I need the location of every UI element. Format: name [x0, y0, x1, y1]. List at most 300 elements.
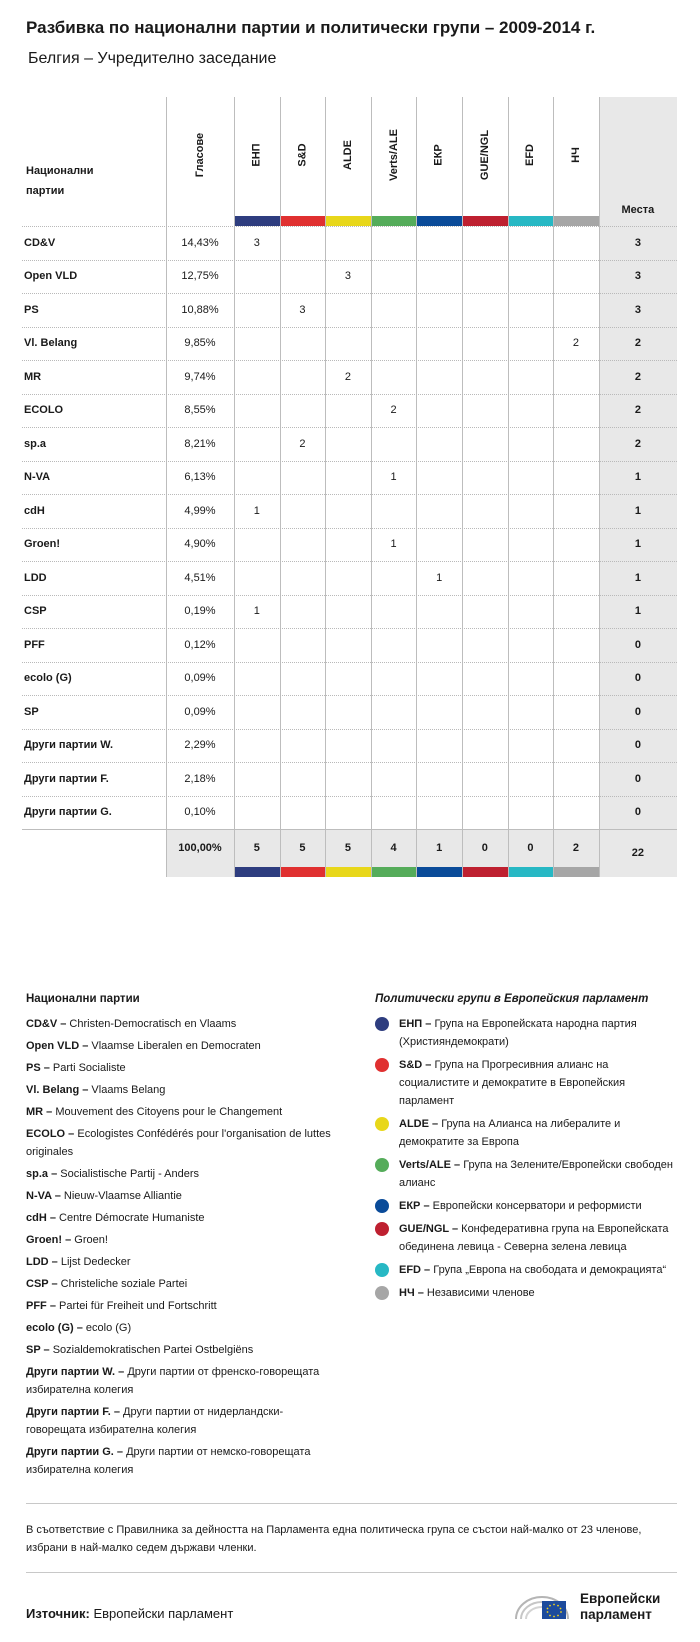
seats-cell: 0 — [634, 638, 641, 651]
group-seat-cell — [416, 528, 462, 562]
group-header-label: Verts/ALE — [387, 129, 400, 181]
party-legend-name: Mouvement des Citoyens pour le Changement — [55, 1106, 283, 1118]
group-seat-cell — [553, 427, 599, 461]
group-legend-item — [375, 1015, 675, 1051]
group-seat-cell — [462, 360, 508, 394]
party-legend-item — [26, 1297, 336, 1315]
group-seat-cell — [553, 528, 599, 562]
total-seats-cell: 22 — [631, 847, 645, 859]
group-seat-cell — [508, 796, 554, 830]
group-seat-cell — [508, 528, 554, 562]
seats-cell: 0 — [634, 772, 641, 785]
group-seat-cell — [325, 796, 371, 830]
group-legend-abbr: НЧ – — [399, 1287, 424, 1299]
party-legend-abbr: SP – — [26, 1344, 50, 1356]
group-legend-name: Европейски консерватори и реформисти — [432, 1200, 642, 1212]
group-seat-cell — [462, 427, 508, 461]
group-legend-text — [399, 1115, 675, 1151]
group-seat-cell: 3 — [253, 236, 260, 249]
group-seat-cell — [371, 327, 417, 361]
party-name-cell: Groen! — [24, 538, 61, 551]
party-legend-name: Други партии от френско-говорещата избирателна колегия — [26, 1366, 320, 1396]
party-legend-name: Socialistische Partij - Anders — [60, 1168, 200, 1180]
political-groups-legend — [375, 993, 675, 1307]
group-seat-cell — [416, 394, 462, 428]
group-header-label: ЕКР — [433, 144, 446, 166]
group-color-dot-icon — [375, 1199, 389, 1213]
party-name-cell: ecolo (G) — [24, 672, 72, 685]
group-seat-cell — [280, 662, 326, 696]
group-color-dot-icon — [375, 1263, 389, 1277]
seats-cell: 3 — [634, 236, 641, 249]
seats-cell: 0 — [634, 705, 641, 718]
party-legend-abbr: Други партии F. – — [26, 1406, 120, 1418]
group-seat-cell — [553, 729, 599, 763]
group-seat-cell — [234, 528, 280, 562]
group-seat-cell — [280, 695, 326, 729]
party-legend-abbr: Други партии W. – — [26, 1366, 125, 1378]
group-legend-text — [399, 1284, 535, 1302]
group-seat-cell — [371, 561, 417, 595]
total-group-cell: 5 — [299, 842, 306, 854]
group-legend-text — [399, 1197, 642, 1215]
party-legend-name: Sozialdemokratischen Partei Ostbelgiëns — [52, 1344, 254, 1356]
party-name-cell: Open VLD — [24, 270, 78, 283]
group-seat-cell: 1 — [390, 538, 397, 551]
group-seat-cell — [462, 528, 508, 562]
group-seat-cell — [508, 226, 554, 260]
group-color-bar — [462, 216, 508, 226]
group-seat-cell: 1 — [253, 504, 260, 517]
group-legend-abbr: Verts/ALE – — [399, 1159, 461, 1171]
group-seat-cell — [280, 595, 326, 629]
votes-header-label: Гласове — [194, 132, 206, 178]
group-header-label: GUE/NGL — [478, 129, 491, 181]
group-legend-item — [375, 1261, 675, 1279]
group-seat-cell — [371, 662, 417, 696]
group-seat-cell — [280, 327, 326, 361]
group-color-dot-icon — [375, 1286, 389, 1300]
group-seat-cell — [280, 796, 326, 830]
seats-cell: 0 — [634, 672, 641, 685]
party-legend-item — [26, 1319, 336, 1337]
group-seat-cell — [234, 360, 280, 394]
seats-header: Места — [621, 204, 655, 216]
party-name-cell: CSP — [24, 605, 47, 618]
party-legend-name: Partei für Freiheit und Fortschritt — [59, 1300, 217, 1312]
party-legend-name: Centre Démocrate Humaniste — [59, 1212, 205, 1224]
party-legend-abbr: Vl. Belang – — [26, 1084, 89, 1096]
party-legend-name: Nieuw-Vlaamse Alliantie — [63, 1190, 182, 1202]
group-color-bar — [462, 867, 508, 877]
group-legend-abbr: ЕНП – — [399, 1018, 432, 1030]
group-seat-cell — [553, 628, 599, 662]
votes-cell: 4,51% — [184, 571, 216, 584]
party-legend-name: Lijst Dedecker — [60, 1256, 131, 1268]
group-seat-cell — [280, 494, 326, 528]
total-group-cell: 0 — [481, 842, 488, 854]
party-name-cell: sp.a — [24, 437, 47, 450]
party-legend-abbr: sp.a – — [26, 1168, 58, 1180]
party-legend-abbr: Groen! – — [26, 1234, 72, 1246]
group-seat-cell — [508, 729, 554, 763]
group-seat-cell: 2 — [572, 337, 580, 350]
party-legend-item — [26, 1081, 336, 1099]
party-legend-abbr: MR – — [26, 1106, 53, 1118]
national-parties-legend — [26, 993, 336, 1483]
political-groups-legend-list — [375, 1015, 675, 1302]
source-line — [26, 1606, 233, 1621]
parliament-hemicycle-icon — [512, 1587, 572, 1627]
group-seat-cell — [462, 226, 508, 260]
group-legend-item — [375, 1284, 675, 1302]
group-seat-cell — [325, 293, 371, 327]
total-group-cell: 1 — [436, 842, 443, 854]
seats-cell: 0 — [634, 739, 641, 752]
votes-cell: 6,13% — [184, 471, 216, 484]
group-legend-text — [399, 1156, 675, 1192]
seats-cell: 2 — [634, 404, 641, 417]
group-legend-abbr: ЕКР – — [399, 1200, 430, 1212]
group-seat-cell — [553, 695, 599, 729]
group-seat-cell: 1 — [253, 605, 260, 618]
group-legend-name: Група на Зелените/Европейски свободен алианс — [399, 1159, 673, 1189]
group-seat-cell — [416, 695, 462, 729]
group-seat-cell — [234, 394, 280, 428]
group-seat-cell — [280, 394, 326, 428]
group-seat-cell — [462, 494, 508, 528]
group-seat-cell: 2 — [299, 437, 306, 450]
group-seat-cell — [553, 394, 599, 428]
votes-cell: 2,18% — [184, 772, 216, 785]
party-legend-name: Vlaams Belang — [91, 1084, 166, 1096]
party-legend-item — [26, 1231, 336, 1249]
group-seat-cell — [462, 762, 508, 796]
party-legend-abbr: CD&V – — [26, 1018, 67, 1030]
party-legend-item — [26, 1125, 336, 1161]
group-seat-cell — [371, 494, 417, 528]
group-legend-text — [399, 1220, 675, 1256]
group-seat-cell — [325, 628, 371, 662]
group-legend-name: Независими членове — [426, 1287, 535, 1299]
group-color-dot-icon — [375, 1017, 389, 1031]
group-seat-cell — [325, 494, 371, 528]
group-seat-cell — [462, 796, 508, 830]
source-label: Източник: — [26, 1606, 90, 1621]
divider — [26, 1572, 677, 1573]
group-header — [371, 110, 417, 200]
group-seat-cell — [234, 628, 280, 662]
votes-cell: 4,90% — [184, 538, 216, 551]
group-color-bar — [234, 867, 280, 877]
group-seat-cell — [508, 461, 554, 495]
group-seat-cell — [234, 729, 280, 763]
group-header — [508, 110, 554, 200]
party-legend-item — [26, 1059, 336, 1077]
group-seat-cell — [508, 360, 554, 394]
party-legend-name: Други партии от нидерландски-говорещата избирателна колегия — [26, 1406, 284, 1436]
group-seat-cell — [325, 461, 371, 495]
votes-cell: 9,74% — [184, 370, 216, 383]
group-seat-cell — [416, 226, 462, 260]
party-legend-abbr: N-VA – — [26, 1190, 61, 1202]
logo-line-1: Европейски — [580, 1591, 661, 1606]
party-legend-item — [26, 1275, 336, 1293]
group-seat-cell — [280, 461, 326, 495]
total-group-cell: 2 — [572, 842, 580, 854]
group-color-bar — [280, 216, 326, 226]
group-legend-name: Група на Прогресивния алианс на социалистите и демократите в Европейския парламент — [399, 1059, 626, 1107]
group-seat-cell — [462, 394, 508, 428]
seats-cell: 2 — [634, 437, 641, 450]
votes-cell: 8,21% — [184, 437, 216, 450]
group-seat-cell — [462, 461, 508, 495]
group-seat-cell — [325, 595, 371, 629]
group-header — [462, 110, 508, 200]
group-seat-cell — [462, 662, 508, 696]
national-parties-header: Национални партии — [26, 165, 94, 197]
group-seat-cell — [280, 628, 326, 662]
group-legend-name: Група „Европа на свободата и демокрацията“ — [433, 1264, 667, 1276]
group-seat-cell — [553, 796, 599, 830]
group-seat-cell — [462, 729, 508, 763]
group-seat-cell — [416, 461, 462, 495]
seats-cell: 1 — [634, 504, 641, 517]
group-legend-item — [375, 1156, 675, 1192]
group-seat-cell: 2 — [390, 404, 397, 417]
group-header-label: EFD — [524, 144, 537, 166]
group-header — [416, 110, 462, 200]
party-legend-abbr: CSP – — [26, 1278, 58, 1290]
votes-cell: 9,85% — [184, 337, 216, 350]
group-color-bar — [325, 867, 371, 877]
group-seat-cell — [553, 260, 599, 294]
group-seat-cell: 1 — [436, 571, 443, 584]
votes-cell: 12,75% — [181, 270, 219, 283]
group-seat-cell — [325, 729, 371, 763]
page-subtitle: Белгия – Учредително заседание — [28, 50, 277, 67]
party-name-cell: PS — [24, 303, 39, 316]
group-seat-cell: 2 — [344, 370, 352, 383]
group-legend-item — [375, 1115, 675, 1151]
group-color-bar — [508, 867, 554, 877]
group-seat-cell — [416, 595, 462, 629]
party-name-cell: Други партии W. — [24, 739, 114, 752]
group-color-bar — [508, 216, 554, 226]
seats-cell: 1 — [634, 605, 641, 618]
seats-cell: 2 — [634, 370, 641, 383]
group-header-label: ЕНП — [250, 143, 263, 167]
group-seat-cell — [553, 461, 599, 495]
divider — [26, 1503, 677, 1504]
group-header — [553, 110, 599, 200]
group-seat-cell — [416, 662, 462, 696]
votes-cell: 10,88% — [181, 303, 219, 316]
group-seat-cell — [462, 293, 508, 327]
party-legend-item — [26, 1037, 336, 1055]
group-seat-cell — [371, 595, 417, 629]
group-seat-cell — [553, 360, 599, 394]
party-legend-abbr: LDD – — [26, 1256, 58, 1268]
group-seat-cell — [371, 293, 417, 327]
group-seat-cell — [234, 561, 280, 595]
group-seat-cell — [325, 327, 371, 361]
footnote: В съответствие с Правилника за дейността на Парламента една политическа група се състои най-малко от 23 членове, избрани в най-малко седем държави членки. — [26, 1524, 642, 1554]
group-color-dot-icon — [375, 1058, 389, 1072]
total-group-cell: 5 — [344, 842, 352, 854]
group-seat-cell — [416, 427, 462, 461]
group-seat-cell — [371, 427, 417, 461]
total-group-cell: 0 — [527, 842, 534, 854]
national-parties-legend-heading: Национални партии — [26, 993, 140, 1005]
logo-line-2: парламент — [580, 1607, 652, 1622]
seats-cell: 1 — [634, 571, 641, 584]
group-seat-cell — [553, 762, 599, 796]
group-seat-cell — [553, 293, 599, 327]
group-seat-cell — [371, 695, 417, 729]
logo-text — [580, 1591, 660, 1623]
group-seat-cell — [234, 461, 280, 495]
seats-cell: 1 — [634, 471, 641, 484]
group-seat-cell — [234, 260, 280, 294]
party-legend-item — [26, 1443, 336, 1479]
total-group-cell: 4 — [390, 842, 397, 854]
group-seat-cell — [234, 796, 280, 830]
group-color-dot-icon — [375, 1158, 389, 1172]
group-seat-cell — [462, 628, 508, 662]
party-legend-item — [26, 1015, 336, 1033]
party-legend-item — [26, 1103, 336, 1121]
votes-cell: 0,09% — [184, 672, 216, 685]
group-legend-abbr: ALDE – — [399, 1118, 439, 1130]
group-seat-cell — [416, 360, 462, 394]
group-seat-cell — [508, 662, 554, 696]
group-header-label: S&D — [296, 143, 309, 167]
group-seat-cell — [416, 628, 462, 662]
group-color-dot-icon — [375, 1222, 389, 1236]
group-seat-cell — [416, 494, 462, 528]
group-seat-cell — [416, 293, 462, 327]
party-legend-abbr: Open VLD – — [26, 1040, 89, 1052]
group-color-bar — [553, 216, 599, 226]
seats-cell: 3 — [634, 270, 641, 283]
group-seat-cell — [553, 662, 599, 696]
votes-cell: 0,12% — [184, 638, 216, 651]
group-color-bar — [371, 867, 417, 877]
group-seat-cell — [280, 762, 326, 796]
group-seat-cell — [508, 494, 554, 528]
group-header-label: НЧ — [569, 147, 582, 163]
group-seat-cell — [371, 729, 417, 763]
group-color-bar — [234, 216, 280, 226]
group-legend-abbr: GUE/NGL – — [399, 1223, 459, 1235]
group-seat-cell — [462, 595, 508, 629]
party-name-cell: ECOLO — [24, 404, 64, 417]
political-groups-legend-heading: Политически групи в Европейския парламент — [375, 993, 649, 1005]
party-legend-item — [26, 1253, 336, 1271]
party-name-cell: PFF — [24, 638, 45, 651]
party-legend-abbr: PFF – — [26, 1300, 56, 1312]
party-legend-name: Parti Socialiste — [52, 1062, 126, 1074]
group-seat-cell — [280, 260, 326, 294]
group-legend-text — [399, 1056, 675, 1110]
group-legend-item — [375, 1220, 675, 1256]
group-seat-cell — [508, 260, 554, 294]
group-seat-cell — [553, 494, 599, 528]
party-legend-abbr: ecolo (G) – — [26, 1322, 83, 1334]
group-seat-cell — [234, 427, 280, 461]
group-legend-item — [375, 1197, 675, 1215]
party-legend-item — [26, 1363, 336, 1399]
group-seat-cell — [325, 226, 371, 260]
group-legend-name: Група на Европейската народна партия (Християндемократи) — [399, 1018, 637, 1048]
party-legend-item — [26, 1341, 336, 1359]
party-name-cell: LDD — [24, 571, 47, 584]
group-seat-cell — [280, 729, 326, 763]
group-seat-cell — [234, 695, 280, 729]
party-legend-abbr: cdH – — [26, 1212, 56, 1224]
group-seat-cell — [508, 427, 554, 461]
group-color-bar — [371, 216, 417, 226]
group-seat-cell — [280, 528, 326, 562]
group-seat-cell — [462, 695, 508, 729]
votes-cell: 14,43% — [181, 236, 219, 249]
group-seat-cell — [462, 327, 508, 361]
group-seat-cell — [234, 762, 280, 796]
group-seat-cell — [325, 762, 371, 796]
seats-cell: 3 — [634, 303, 641, 316]
party-name-cell: SP — [24, 705, 39, 718]
group-legend-abbr: S&D – — [399, 1059, 432, 1071]
seats-cell: 2 — [634, 337, 641, 350]
party-name-cell: MR — [24, 370, 42, 383]
group-color-bar — [553, 867, 599, 877]
group-legend-name: Група на Алианса на либералите и демократите за Европа — [399, 1118, 621, 1148]
group-seat-cell — [416, 260, 462, 294]
group-seat-cell — [416, 796, 462, 830]
party-name-cell: CD&V — [24, 236, 56, 249]
group-seat-cell — [371, 360, 417, 394]
group-seat-cell — [325, 561, 371, 595]
group-seat-cell — [280, 561, 326, 595]
group-seat-cell — [371, 260, 417, 294]
group-header-label: ALDE — [341, 140, 354, 170]
party-name-cell: Други партии G. — [24, 806, 112, 819]
group-seat-cell — [371, 796, 417, 830]
group-seat-cell — [553, 226, 599, 260]
party-legend-abbr: ECOLO – — [26, 1128, 75, 1140]
party-legend-name: Ecologistes Confédérés pour l'organisation de luttes originales — [26, 1128, 331, 1158]
party-legend-item — [26, 1403, 336, 1439]
group-seat-cell: 1 — [390, 471, 397, 484]
group-seat-cell — [553, 561, 599, 595]
group-seat-cell — [508, 695, 554, 729]
party-legend-item — [26, 1165, 336, 1183]
group-seat-cell — [325, 695, 371, 729]
group-seat-cell — [508, 762, 554, 796]
group-seat-cell — [508, 561, 554, 595]
group-seat-cell — [508, 595, 554, 629]
party-legend-name: Groen! — [74, 1234, 108, 1246]
party-name-cell: Vl. Belang — [24, 337, 78, 350]
group-seat-cell — [508, 293, 554, 327]
votes-cell: 0,19% — [184, 605, 216, 618]
results-table — [22, 100, 677, 924]
group-seat-cell — [553, 595, 599, 629]
group-color-bar — [280, 867, 326, 877]
group-legend-abbr: EFD – — [399, 1264, 431, 1276]
party-name-cell: Други партии F. — [24, 772, 109, 785]
